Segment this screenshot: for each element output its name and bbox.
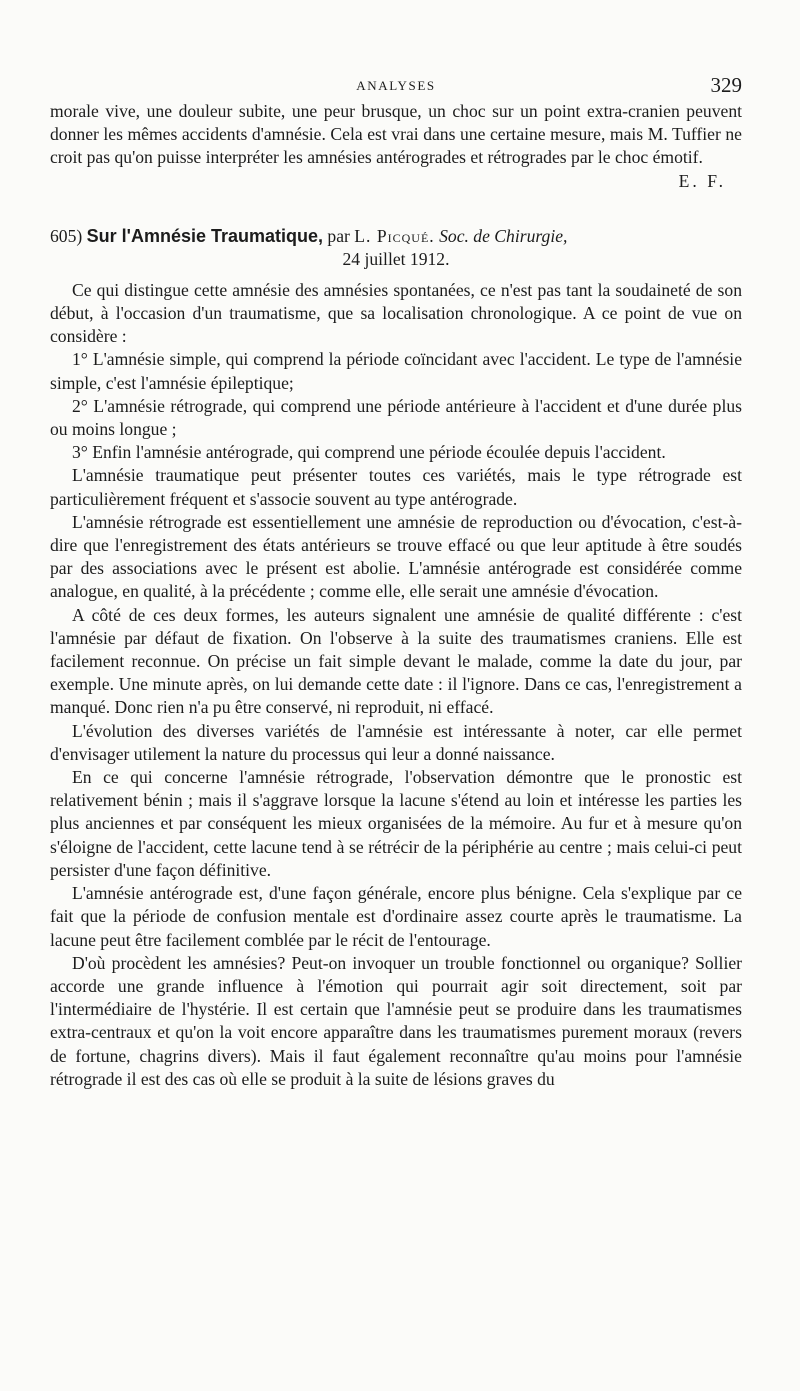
previous-review-body: morale vive, une douleur subite, une peur brusque, un choc sur un point extra-cranien peuvent donner les mêmes accidents d'amnésie. Cela est vrai dans une certaine mesure, mais M. Tuffier ne croit pas qu'on puisse interpréter les amnésies antérogrades et rétrogrades par le choc émotif. <box>50 101 742 168</box>
paragraph: L'amnésie antérograde est, d'une façon générale, encore plus bénigne. Cela s'explique par ce fait que la période de confusion mentale est d'ordinaire assez courte après le traumatisme. La lacune peut être facilement comblée par le récit de l'entourage. <box>50 883 742 950</box>
entry-number: 605) <box>50 225 83 246</box>
paragraph: Ce qui distingue cette amnésie des amnésies spontanées, ce n'est pas tant la soudaineté de son début, à l'occasion d'un traumatisme, que sa localisation chronologique. A ce point de vue on considère : <box>50 279 742 347</box>
entry-heading <box>50 225 742 271</box>
list-item: 3° Enfin l'amnésie antérograde, qui comprend une période écoulée depuis l'accident. <box>72 442 666 463</box>
paragraph: L'amnésie traumatique peut présenter toutes ces variétés, mais le type rétrograde est particulièrement fréquent et s'associe souvent au type antérograde. <box>50 465 742 509</box>
page-number: 329 <box>710 73 742 97</box>
page <box>50 73 742 1091</box>
entry-author: L. Picqué. <box>354 225 435 246</box>
running-title: ANALYSES <box>356 78 436 93</box>
paragraph: L'évolution des diverses variétés de l'amnésie est intéressante à noter, car elle permet d'envisager utilement la nature du processus qui leur a donné naissance. <box>50 720 742 764</box>
entry-by: par <box>327 225 350 246</box>
paragraph: A côté de ces deux formes, les auteurs signalent une amnésie de qualité différente : c'est l'amnésie par défaut de fixation. On l'observe à la suite des traumatismes craniens. Elle est facilement reconnue. On précise un fait simple devant le malade, comme la date du jour, par exemple. Une minute après, on lui demande cette date : il l'ignore. Dans ce cas, l'enregistrement a manqué. Donc rien n'a pu être conservé, ni reproduit, ni effacé. <box>50 604 742 718</box>
entry-date: 24 juillet 1912. <box>342 248 450 269</box>
entry-journal: Soc. de Chirurgie, <box>439 225 568 246</box>
entry-title: Sur l'Amnésie Traumatique, <box>86 225 324 246</box>
running-head <box>50 73 742 100</box>
paragraph: En ce qui concerne l'amnésie rétrograde, l'observation démontre que le pronostic est relativement bénin ; mais il s'aggrave lorsque la lacune s'étend au loin et intéresse les parties les plus anciennes et par conséquent les mieux organisées de la mémoire. Au fur et à mesure qu'on s'éloigne de l'accident, cette lacune tend à se rétrécir de la périphérie au centre ; mais celui-ci peut persister d'une façon définitive. <box>50 767 742 880</box>
paragraph: L'amnésie rétrograde est essentiellement une amnésie de reproduction ou d'évocation, c'est-à-dire que l'enregistrement des états antérieurs se trouve effacé ou que leur aptitude à être soudés par des associations avec le présent est abolie. L'amnésie antérograde est considérée comme analogue, en qualité, à la précédente ; comme elle, elle serait une amnésie d'évocation. <box>50 511 742 602</box>
reviewer-signature: E. F. <box>678 170 726 191</box>
list-item: 1° L'amnésie simple, qui comprend la période coïncidant avec l'accident. Le type de l'amnésie simple, c'est l'amnésie épileptique; <box>50 349 742 393</box>
list-item: 2° L'amnésie rétrograde, qui comprend une période antérieure à l'accident et d'une durée plus ou moins longue ; <box>50 395 742 440</box>
previous-review-text <box>50 100 742 191</box>
paragraph: D'où procèdent les amnésies? Peut-on invoquer un trouble fonctionnel ou organique? Sollier accorde une grande influence à l'émotion qui pourrait agir soit directement, soit par l'intermédiaire de l'hystérie. Il est certain que l'amnésie peut se produire dans les traumatismes extra-centraux et qu'on la voit encore apparaître dans les traumatismes purement moraux (revers de fortune, chagrins divers). Mais il faut également reconnaître qu'au moins pour l'amnésie rétrograde il est des cas où elle se produit à la suite de lésions graves du <box>50 952 742 1089</box>
